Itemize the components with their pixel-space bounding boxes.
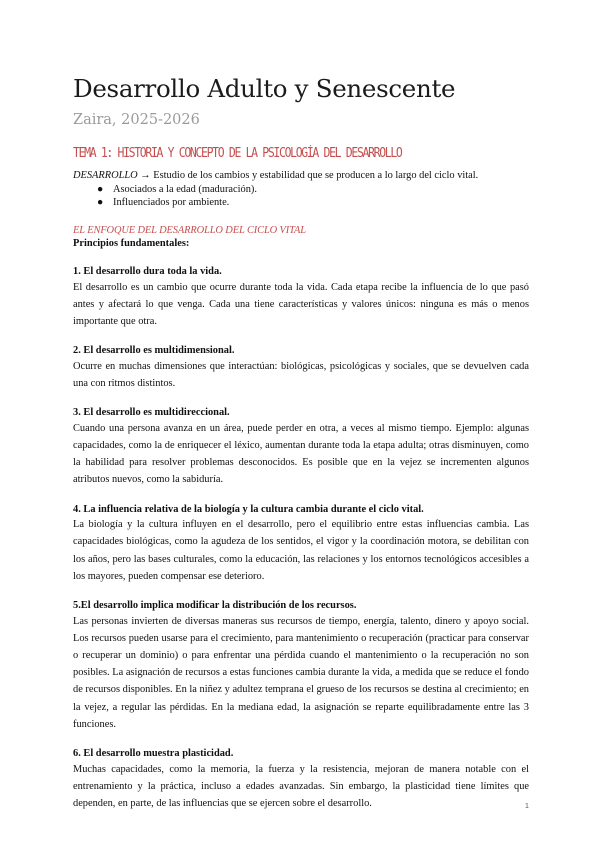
tema-heading: TEMA 1: HISTORIA Y CONCEPTO DE LA PSICOLOGÍA DEL DESARROLLO [73, 146, 402, 161]
bullet-icon: ● [97, 183, 104, 195]
list-item: ● Asociados a la edad (maduración). [97, 183, 257, 195]
principle-1 [73, 265, 529, 330]
principle-4 [73, 503, 529, 585]
principle-heading: 5.El desarrollo implica modificar la distribución de los recursos. [73, 599, 357, 611]
principle-heading: 3. El desarrollo es multidireccional. [73, 407, 230, 419]
principle-2 [73, 344, 529, 392]
definition-term: DESARROLLO [73, 170, 138, 181]
principle-body: Las personas invierten de diversas maneras sus recursos de tiempo, energía, talento, dinero y apoyo social. Los recursos pueden usarse para el crecimiento, para mantenimiento o recuperación (practicar para conservar o recuperar un dominio) o para enfrentar una pérdida cuando el mantenimiento o la recuperación no son posibles. La asignación de recursos a estas funciones cambia durante la vida, a medida que se reduce el fondo de recursos disponibles. En la niñez y adultez temprana el grueso de los recursos se destina al crecimiento; en la vejez, a regular las pérdidas. En la mediana edad, la asignación se reparte equilibradamente entre las 3 funciones. [73, 615, 529, 730]
principle-6 [73, 747, 529, 812]
principle-body: Ocurre en muchas dimensiones que interactúan: biológicas, psicológicas y sociales, que se devuelven cada una con ritmos distintos. [73, 360, 529, 389]
page-content [73, 74, 529, 812]
principle-body: La biología y la cultura influyen en el desarrollo, pero el equilibrio entre estas influencias cambia. Las capacidades biológicas, como la agudeza de los sentidos, el vigor y la coordinación motora, se debilitan con los años, pero las bases culturales, como la educación, las relaciones y los entornos tecnológicos accesibles a los mayores, pueden compensar ese deterioro. [73, 519, 529, 582]
list-item: ● Influenciados por ambiente. [97, 197, 230, 209]
document-title: Desarrollo Adulto y Senescente [73, 74, 456, 103]
definition-line [73, 169, 529, 183]
principle-body: Muchas capacidades, como la memoria, la fuerza y la resistencia, mejoran de manera notable con el entrenamiento y la práctica, incluso a edades avanzadas. Sin embargo, la plasticidad tiene límites que dependen, en parte, de las influencias que se ejercen sobre el desarrollo. [73, 763, 529, 809]
definition-text: Estudio de los cambios y estabilidad que se producen a lo largo del ciclo vital. [153, 170, 479, 181]
principles-label: Principios fundamentales: [73, 238, 190, 250]
principle-3 [73, 406, 529, 488]
bullet-icon: ● [97, 197, 104, 209]
principle-heading: 2. El desarrollo es multidimensional. [73, 345, 235, 357]
principle-body: Cuando una persona avanza en un área, puede perder en otra, a veces al mismo tiempo. Ejemplo: algunas capacidades, como la de enriquecer el léxico, aumentan durante toda la etapa adulta; otras disminuyen, como la habilidad para resolver problemas desconocidos. Es posible que en la vejez se incrementen algunos atributos nuevos, como la sabiduría. [73, 422, 529, 486]
principle-body: El desarrollo es un cambio que ocurre durante toda la vida. Cada etapa recibe la influencia de lo que pasó antes y afectará lo que venga. Cada una tiene características y valores únicos: ninguna es más o menos importante que otra. [73, 281, 529, 327]
section-heading: EL ENFOQUE DEL DESARROLLO DEL CICLO VITAL [73, 224, 306, 236]
arrow-icon: → [140, 170, 151, 181]
principle-5 [73, 599, 529, 733]
principle-heading: 1. El desarrollo dura toda la vida. [73, 265, 222, 277]
document-subtitle: Zaira, 2025-2026 [73, 112, 200, 128]
page-number: 1 [525, 803, 529, 810]
principle-heading: 6. El desarrollo muestra plasticidad. [73, 748, 234, 759]
definition-bullets [73, 183, 529, 210]
principle-heading: 4. La influencia relativa de la biología y la cultura cambia durante el ciclo vital. [73, 503, 424, 515]
